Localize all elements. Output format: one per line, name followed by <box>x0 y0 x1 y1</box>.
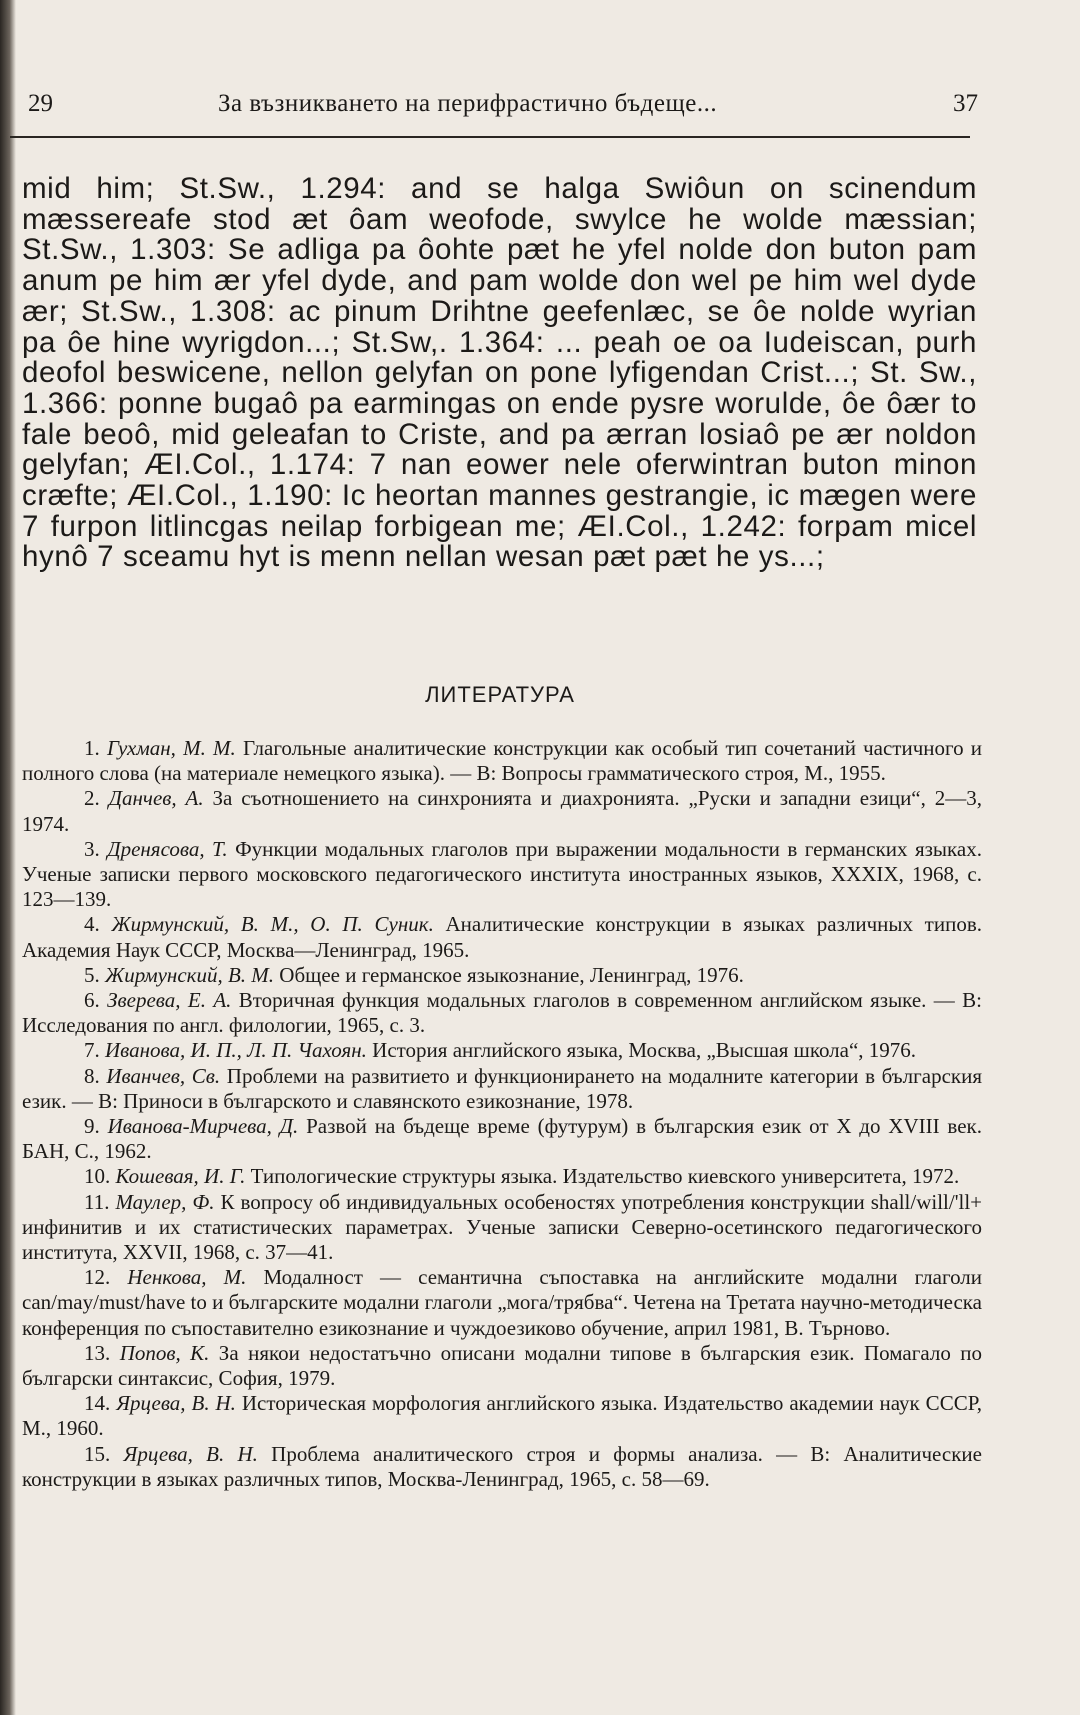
reference-item <box>22 988 982 1038</box>
reference-item <box>22 1265 982 1341</box>
reference-number: 1. <box>84 736 100 760</box>
reference-item <box>22 1164 982 1189</box>
reference-number: 10. <box>84 1164 111 1189</box>
reference-item <box>22 736 982 786</box>
reference-item <box>22 912 982 962</box>
reference-number: 11. <box>84 1189 110 1214</box>
reference-author: Зверева, Е. А. <box>107 988 232 1013</box>
reference-text: Проблема аналитического строя и формы анализа. — В: Аналитические конструкции в языках различных типов, Москва-Ленинград, 1965, с. 58—69. <box>22 1441 982 1491</box>
references-title: ЛИТЕРАТУРА <box>425 682 575 707</box>
reference-item <box>22 837 982 913</box>
reference-item <box>22 1114 982 1164</box>
reference-text: Общее и германское языкознание, Ленинград, 1976. <box>279 962 744 987</box>
reference-author: Ненкова, М. <box>127 1265 247 1290</box>
page-number-left: 29 <box>28 90 53 117</box>
reference-text: Развой на бъдеще време (футурум) в българския език от X до XVIII век. БАН, С., 1962. <box>22 1114 982 1164</box>
reference-number: 9. <box>84 1114 100 1139</box>
reference-author: Гухман, М. М. <box>106 736 236 760</box>
reference-number: 14. <box>84 1391 111 1416</box>
reference-text: За някои недостатъчно описани модални типове в българския език. Помагало по български синтаксис, София, 1979. <box>22 1340 982 1391</box>
reference-item <box>22 963 982 988</box>
reference-item <box>22 786 982 836</box>
page-header <box>28 90 978 130</box>
reference-number: 3. <box>84 836 100 861</box>
reference-author: Ярцева, В. Н. <box>123 1441 258 1466</box>
reference-text: История английского языка, Москва, „Высшая школа“, 1976. <box>372 1038 917 1063</box>
reference-number: 15. <box>84 1441 111 1466</box>
running-title: За възникването на перифрастично бъдеще... <box>218 90 718 117</box>
reference-author: Жирмунский, В. М., О. П. Суник. <box>111 912 434 937</box>
reference-list <box>22 736 982 1492</box>
reference-author: Ярцева, В. Н. <box>116 1391 236 1416</box>
body-paragraph: mid him; St.Sw., 1.294: and se halga Swiôun on scinendum mæssereafe stod æt ôam weofode, swylce he wolde mæssian; St.Sw., 1.303: Se adliga pa ôohte pæt he yfel nolde don buton pam anum pe him ær yfel dyde, and pam wolde don wel pe him wel dyde ær; St.Sw., 1.308: ac pinum Drihtne geefenlæc, se ôe nolde wyrian pa ôe hine wyrigdon...; St.Sw,. 1.364: ... peah oe oa Iudeiscan, purh deofol beswicene, nellon gelyfan on pone lyfigendan Crist...; St. Sw., 1.366: ponne bugaô pa earmingas on ende pysre worulde, ôe ôær to fale beoô, mid geleafan to Criste, and pa ærran losiaô pe ær noldon gelyfan; ÆI.Col., 1.174: 7 nan eower nele oferwintran buton minon cræfte; ÆI.Col., 1.190: Ic heortan mannes gestrangie, ic mægen were 7 furpon litlincgas neilap forbigean me; ÆI.Col., 1.242: forpam micel hynô 7 sceamu hyt is menn nellan wesan pæt pæt he ys...; <box>22 172 977 574</box>
reference-item <box>22 1038 982 1063</box>
page-number-right: 37 <box>953 90 978 117</box>
reference-text: Модалност — семантична съпоставка на английските модални глаголи can/may/must/have to и българските модални глаголи „мога/трябва“. Четена на Третата научно-методическа конференция по съпоставително езикознание и чуждоезиково обучение, април 1981, В. Търново. <box>22 1265 983 1340</box>
reference-text: Типологические структуры языка. Издательство киевского университета, 1972. <box>250 1164 960 1189</box>
reference-author: Данчев, А. <box>108 786 204 811</box>
reference-author: Жирмунский, В. М. <box>105 962 275 987</box>
reference-author: Попов, К. <box>119 1340 210 1365</box>
reference-number: 6. <box>84 988 100 1013</box>
reference-text: Функции модальных глаголов при выражении модальности в германских языках. Ученые записки первого московского педагогического института иностранных языков, XXXIX, 1968, с. 123—139. <box>22 836 983 912</box>
reference-text: Вторичная функция модальных глаголов в современном английском языке. — В: Исследования по англ. филологии, 1965, с. 3. <box>22 988 982 1038</box>
reference-number: 13. <box>84 1340 111 1365</box>
reference-text: Глагольные аналитические конструкции как особый тип сочетаний частичного и полного слова (на материале немецкого языка). — В: Вопросы грамматического строя, М., 1955. <box>22 736 983 786</box>
reference-number: 7. <box>84 1038 100 1063</box>
reference-author: Маулер, Ф. <box>115 1189 215 1214</box>
reference-author: Кошевая, И. Г. <box>115 1164 246 1189</box>
reference-author: Иванчев, Св. <box>106 1063 221 1088</box>
reference-number: 5. <box>84 962 100 987</box>
reference-text: К вопросу об индивидуальных особеностях употребления конструкции shall/will/'ll+ инфинитив и их статистических параметрах. Ученые записки Северно-осетинского педагогического института, XXVII, 1968, с. 37—41. <box>22 1189 983 1265</box>
reference-number: 4. <box>84 912 100 937</box>
reference-author: Иванова-Мирчева, Д. <box>107 1114 299 1139</box>
book-spine-shadow <box>0 0 16 1715</box>
reference-text: Проблеми на развитието и функционирането на модалните категории в българския език. — В: Приноси в българското и славянското езикознание, 1978. <box>22 1063 982 1113</box>
reference-number: 12. <box>84 1265 111 1290</box>
reference-number: 8. <box>84 1063 100 1088</box>
reference-item <box>22 1442 982 1492</box>
reference-item <box>22 1391 982 1441</box>
reference-number: 2. <box>84 786 100 811</box>
reference-item <box>22 1341 982 1391</box>
reference-text: Аналитические конструкции в языках различных типов. Академия Наук СССР, Москва—Ленинград, 1965. <box>22 912 982 962</box>
reference-author: Иванова, И. П., Л. П. Чахоян. <box>105 1038 367 1063</box>
reference-text: За съотношението на синхронията и диахронията. „Руски и западни езици“, 2—3, 1974. <box>22 786 983 836</box>
reference-item <box>22 1190 982 1266</box>
reference-item <box>22 1064 982 1114</box>
reference-text: Историческая морфология английского языка. Издательство академии наук СССР, М., 1960. <box>22 1391 983 1441</box>
reference-author: Дренясова, Т. <box>107 836 228 861</box>
header-rule <box>10 136 970 138</box>
